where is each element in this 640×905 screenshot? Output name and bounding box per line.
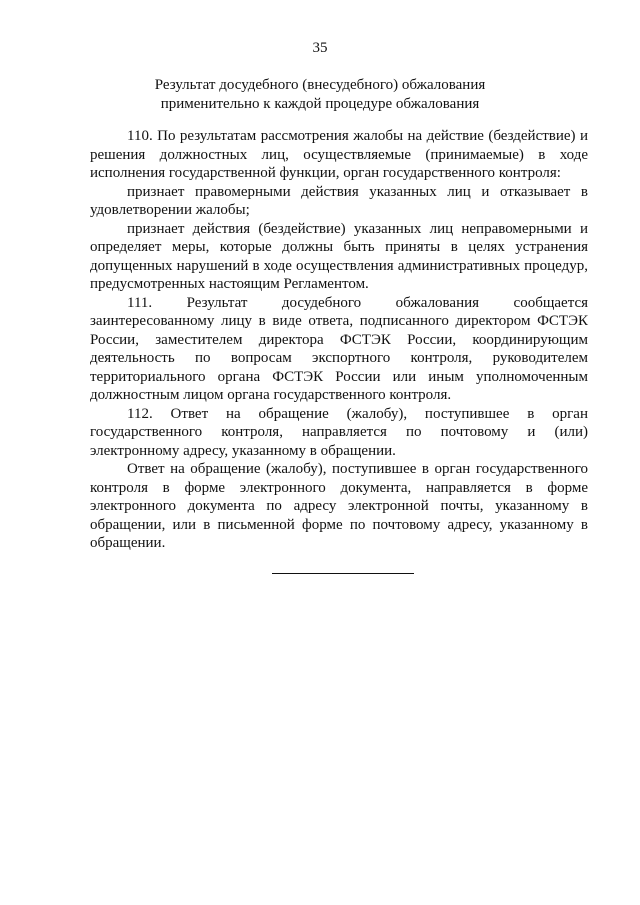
page-number: 35 [312,40,328,56]
paragraph-110-option-1: признает правомерными действия указанных лиц и отказывает в удовлетворении жалобы; [90,183,588,218]
section-heading [60,76,580,114]
paragraph-112-continued: Ответ на обращение (жалобу), поступившее в орган государственного контроля в форме электронного документа, направляется в форме электронного документа по адресу электронной почты, указанному в обращении, или в письменной форме по почтовому адресу, указанному в обращении. [90,461,588,551]
paragraph-110-option-2: признает действия (бездействие) указанных лиц неправомерными и определяет меры, которые должны быть приняты в целях устранения допущенных нарушений в ходе осуществления административных процедур, предусмотренных настоящим Регламентом. [90,220,588,292]
paragraph-110: 110. По результатам рассмотрения жалобы на действие (бездействие) и решения должностных лиц, осуществляемые (принимаемые) в ходе исполнения государственной функции, орган государственного контроля: [90,128,588,181]
heading-line-1: Результат досудебного (внесудебного) обжалования [154,77,486,93]
end-separator-line [272,573,414,574]
document-body [90,127,588,553]
paragraph-112: 112. Ответ на обращение (жалобу), поступившее в орган государственного контроля, направляется по почтовому и (или) электронному адресу, указанному в обращении. [90,405,588,459]
heading-line-2: применительно к каждой процедуре обжалования [160,96,480,112]
paragraph-111: 111. Результат досудебного обжалования сообщается заинтересованному лицу в виде ответа, подписанного директором ФСТЭК России, заместителем директора ФСТЭК России, координирующим деятельность по вопросам экспортного контроля, руководителем территориального органа ФСТЭК России или иным уполномоченным должностным лицом органа государственного контроля. [90,294,588,403]
